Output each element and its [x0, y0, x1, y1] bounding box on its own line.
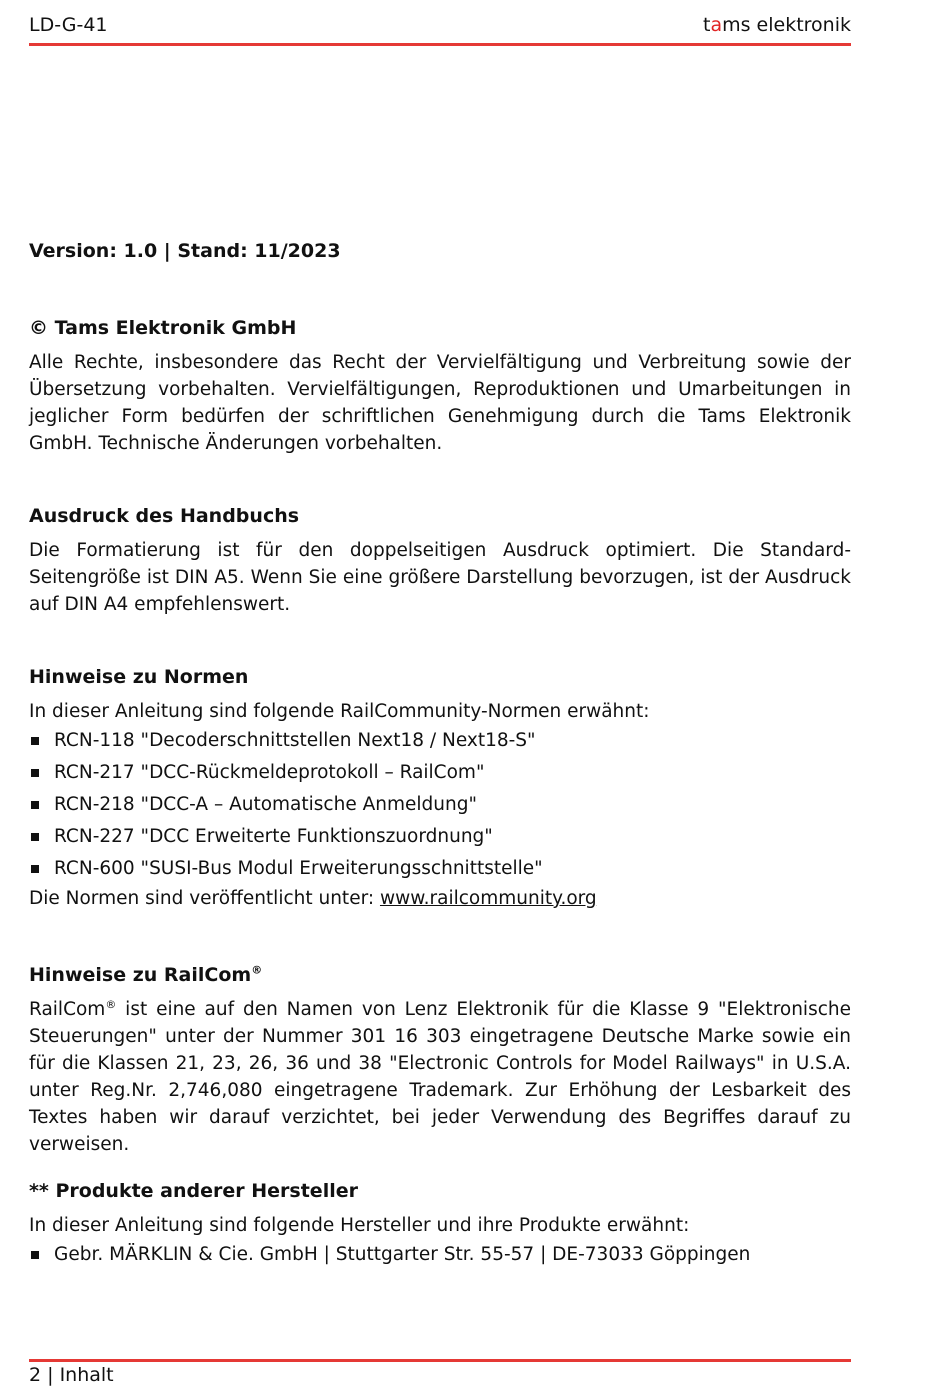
list-item — [29, 853, 851, 885]
norms-published — [29, 885, 851, 912]
railcom-term: RailCom — [29, 999, 106, 1020]
bullet-icon — [31, 865, 39, 873]
railcom-section — [29, 962, 851, 1158]
norms-intro: In dieser Anleitung sind folgende RailCommunity-Normen erwähnt: — [29, 701, 650, 722]
norms-section — [29, 664, 851, 912]
version-line: Version: 1.0 | Stand: 11/2023 — [29, 240, 341, 262]
header-divider — [29, 43, 851, 46]
norms-published-prefix: Die Normen sind veröffentlicht unter: — [29, 888, 380, 909]
railcom-heading — [29, 962, 851, 989]
list-item — [29, 757, 851, 789]
list-item — [29, 725, 851, 757]
norm-text: RCN-218 "DCC-A – Automatische Anmeldung" — [54, 794, 477, 815]
norm-text: RCN-118 "Decoderschnittstellen Next18 / Next18-S" — [54, 730, 536, 751]
bullet-icon — [31, 1251, 39, 1259]
copyright-heading: © Tams Elektronik GmbH — [29, 317, 297, 339]
footer-divider — [29, 1359, 851, 1362]
railcom-text-rest: ist eine auf den Namen von Lenz Elektronik für die Klasse 9 "Elektronische Steuerungen" unter der Nummer 301 16 303 eingetragene Deutsche Marke sowie ein für die Klassen 21, 23, 26, 36 und 38 "Electronic Controls for Model Railways" in U.S.A. unter Reg.Nr. 2,746,080 eingetragene Trademark. Zur Erhöhung der Lesbarkeit des Textes haben wir darauf verzichtet, bei jeder Verwendung des Begriffes darauf zu verweisen. — [29, 999, 851, 1155]
bullet-icon — [31, 737, 39, 745]
manufacturer-text: Gebr. MÄRKLIN & Cie. GmbH | Stuttgarter Str. 55-57 | DE-73033 Göppingen — [54, 1244, 751, 1265]
document-id: LD-G-41 — [29, 14, 108, 36]
registered-mark: ® — [251, 963, 263, 977]
railcommunity-link[interactable]: www.railcommunity.org — [379, 888, 597, 909]
registered-mark: ® — [105, 997, 117, 1011]
norm-text: RCN-600 "SUSI-Bus Modul Erweiterungsschnittstelle" — [54, 858, 543, 879]
bullet-icon — [31, 801, 39, 809]
print-text: Die Formatierung ist für den doppelseitigen Ausdruck optimiert. Die Standard-Seitengröße ist DIN A5. Wenn Sie eine größere Darstellung bevorzugen, ist der Ausdruck auf DIN A4 empfehlenswert. — [29, 540, 851, 615]
norm-text: RCN-217 "DCC-Rückmeldeprotokoll – RailCom" — [54, 762, 485, 783]
bullet-icon — [31, 833, 39, 841]
norms-heading: Hinweise zu Normen — [29, 666, 249, 688]
print-section — [29, 503, 851, 618]
railcom-text — [29, 996, 851, 1158]
brand-letter-t: t — [702, 14, 711, 36]
copyright-section — [29, 315, 851, 457]
brand-rest: ms elektronik — [722, 14, 851, 36]
list-item — [29, 1239, 851, 1271]
railcom-heading-text: Hinweise zu RailCom — [29, 964, 252, 986]
norm-text: RCN-227 "DCC Erweiterte Funktionszuordnung" — [54, 826, 493, 847]
copyright-text: Alle Rechte, insbesondere das Recht der Vervielfältigung und Verbreitung sowie der Übersetzung vorbehalten. Vervielfältigungen, Reproduktionen und Umarbeitungen in jeglicher Form bedürfen der schriftlichen Genehmigung durch die Tams Elektronik GmbH. Technische Änderungen vorbehalten. — [29, 352, 851, 454]
bullet-icon — [31, 769, 39, 777]
list-item — [29, 789, 851, 821]
page-footer: 2 | Inhalt — [29, 1364, 114, 1386]
manufacturers-section — [29, 1178, 851, 1271]
print-heading: Ausdruck des Handbuchs — [29, 505, 300, 527]
manufacturers-list — [29, 1239, 851, 1271]
list-item — [29, 821, 851, 853]
norms-list — [29, 725, 851, 885]
manufacturers-intro: In dieser Anleitung sind folgende Hersteller und ihre Produkte erwähnt: — [29, 1215, 690, 1236]
manufacturers-heading: ** Produkte anderer Hersteller — [29, 1180, 358, 1202]
brand-letter-a: a — [710, 14, 723, 36]
brand-logo — [703, 14, 851, 36]
